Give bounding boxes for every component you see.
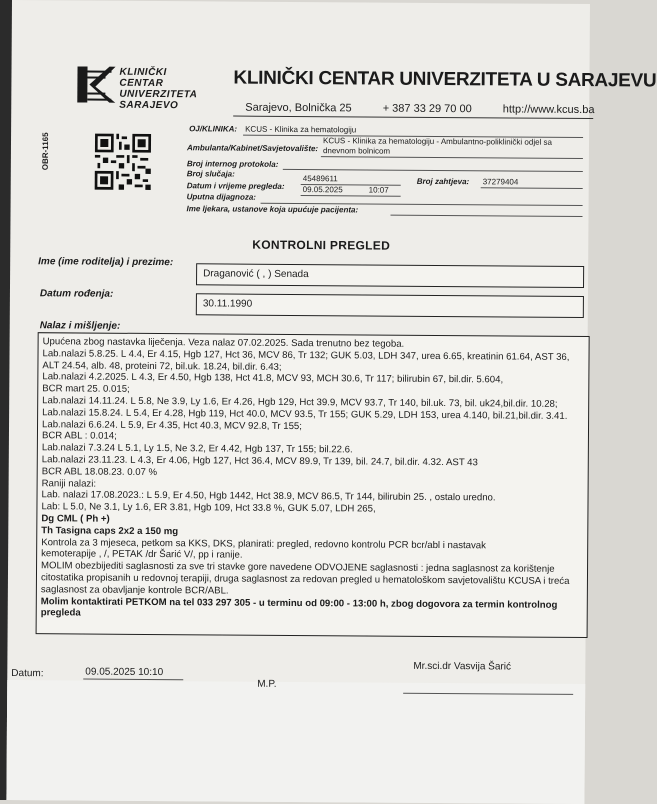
findings-line: BCR ABL : 0.014;	[41, 430, 117, 443]
address: Sarajevo, Bolnička 25	[245, 101, 352, 115]
findings-box	[36, 332, 590, 638]
logo-line: CENTAR	[119, 77, 164, 90]
paper-bottom	[6, 680, 585, 804]
findings-line: Lab. nalazi 17.08.2023.: L 5.9, Er 4.50, Hgb 1442, Hct 38.9, MCV 86.5, Tr 144, bilirubin 25. , ostalo uredno.	[41, 489, 496, 504]
dob-field	[196, 293, 584, 318]
zahtjev-value: 37279404	[482, 177, 519, 187]
findings-line: MOLIM obezbijediti saglasnosti za sve tri stavke gore navedene ODVOJENE saglasnosti : jedna saglasnost za korištenje	[41, 560, 555, 575]
diagnosis-line: Dg CML ( Ph +)	[41, 513, 110, 525]
logo-text	[119, 67, 197, 112]
doctor-name: Mr.sci.dr Vasvija Šarić	[413, 660, 512, 673]
address-row	[245, 102, 622, 117]
logo-line: KLINIČKI	[119, 66, 167, 79]
findings-line: Lab.nalazi 23.11.23. L 4.3, Er 4.06, Hgb 127, Hct 36.4, MCV 89.9, Tr 139, bil. 24.7, bil.dir. 4.32. AST 43	[41, 454, 478, 469]
dijagnoza-label: Uputna dijagnoza:	[186, 192, 256, 202]
contact-line: pregleda	[40, 607, 81, 619]
patient-name-value: Draganović ( , ) Senada	[203, 268, 309, 281]
kcus-logo-icon	[75, 64, 115, 104]
findings-line: Upućena zbog nastavka liječenja. Veza nalaz 07.02.2025. Sada trenutno bez tegoba.	[42, 336, 405, 350]
datum-pregleda-value: 09.05.2025	[302, 185, 343, 195]
datum-pregleda-label: Datum i vrijeme pregleda:	[186, 181, 285, 191]
protokol-label: Broj internog protokola:	[186, 159, 279, 169]
findings-line: Lab.nalazi 14.11.24. L 5.8, Ne 3.9, Ly 1.6, Er 4.26, Hgb 129, Hct 39.9, MCV 93.7, Tr 140, bil.uk. 73, bil. uk24,bil.dir. 10.28;	[42, 395, 558, 410]
document-code: OBR-1165	[40, 132, 51, 171]
findings-line: citostatika propisanih u redovnoj terapiji, druga saglasnost za redovan pregled u hematološkom savjetovalištu KCUSA i treća	[40, 572, 570, 587]
therapy-line: Th Tasigna caps 2x2 a 150 mg	[41, 524, 179, 537]
protokol-underline	[283, 169, 583, 172]
findings-line: kemoterapije , /, PETAK /dr Šarić V/, pp i ranije.	[41, 548, 243, 561]
ljekar-label: Ime ljekara, ustanove koja upućuje pacijenta:	[186, 204, 359, 215]
findings-line: Raniji nalazi:	[41, 477, 97, 490]
dob-value: 30.11.1990	[202, 298, 253, 310]
findings-line: Kontrola za 3 mjeseca, petkom sa KKS, DKS, planirati: pregled, redovno kontrolu PCR bcr/abl i nastavak	[41, 536, 486, 551]
ambulanta-label: Ambulanta/Kabinet/Savjetovalište:	[186, 143, 319, 154]
phone: + 387 33 29 70 00	[382, 102, 472, 116]
findings-line: BCR ABL 18.08.23. 0.07 %	[41, 465, 158, 478]
zahtjev-underline	[481, 187, 583, 189]
slucaj-value: 45489611	[302, 174, 338, 184]
website: http://www.kcus.ba	[502, 103, 595, 117]
ambulanta-value-line1: KCUS - Klinika za hematologiju - Ambulantno-poliklinički odjel sa	[322, 136, 553, 147]
patient-name-label: Ime (ime roditelja) i prezime:	[38, 256, 174, 269]
slucaj-label: Broj slučaja:	[186, 169, 235, 179]
ljekar-underline	[391, 215, 583, 217]
ambulanta-value-line2: dnevnom bolnicom	[322, 146, 391, 156]
contact-line: Molim kontaktirati PETKOM na tel 033 297 305 - u terminu od 09:00 - 13:00 h, zbog dogovora za termin kontrolnog	[40, 595, 558, 611]
dob-label: Datum rođenja:	[39, 288, 114, 300]
hospital-title: KLINIČKI CENTAR UNIVERZITETA U SARAJEVU	[233, 67, 657, 92]
header-divider	[233, 116, 593, 120]
mp-label: M.P.	[257, 678, 277, 690]
findings-line: Lab.nalazi 6.6.24. L 5.9, Er 4.35, Hct 40.3, MCV 92.8, Tr 155;	[42, 418, 302, 432]
findings-line: Lab: L 5.0, Ne 3.1, Ly 1.6, ER 3.81, Hgb 109, Hct 33.8 %, GUK 5.07, LDH 265,	[41, 501, 376, 515]
findings-line: Lab.nalazi 7.3.24 L 5.1, Ly 1.5, Ne 3.2, Er 4.42, Hgb 137, Tr 155; bil.22.6.	[41, 442, 353, 456]
vrijeme-pregleda-value: 10:07	[368, 185, 389, 195]
logo-line: SARAJEVO	[119, 99, 179, 112]
datum-underline	[301, 195, 401, 197]
findings-line: Lab.nalazi 15.8.24. L 5.4, Er 4.28, Hgb 119, Hct 40.0, MCV 93.5, Tr 155; GUK 5.29, LDH 153, urea 4.140, bil.21,bil.dir. 3.41.	[42, 407, 568, 422]
findings-label: Nalaz i mišljenje:	[39, 320, 121, 332]
oj-label: OJ/KLINIKA:	[189, 124, 238, 134]
oj-value: KCUS - Klinika za hematologiju	[245, 124, 357, 135]
findings-line: saglasnost za obavljanje kontrole BCR/ABL.	[40, 583, 229, 597]
patient-name-field	[196, 263, 584, 288]
section-title: KONTROLNI PREGLED	[252, 237, 391, 253]
ambulanta-underline	[321, 156, 583, 159]
document-sheet	[6, 0, 657, 804]
logo-line: UNIVERZITETA	[119, 88, 198, 101]
zahtjev-label: Broj zahtjeva:	[416, 176, 470, 187]
findings-line: BCR mart 25. 0.015;	[42, 383, 130, 396]
findings-line: Lab.nalazi 4.2.2025. L 4.3, Er 4.50, Hgb 138, Hct 41.8, MCV 93, MCH 30.6, Tr 117; bilirubin 67, bil.dir. 5.604,	[42, 371, 504, 386]
hospital-logo	[69, 60, 219, 112]
findings-line: ALT 24.54, alb. 48, proteini 72, bil.uk. 18.24, bil.dir. 6.43;	[42, 359, 282, 373]
qr-code-icon	[95, 134, 151, 190]
footer-date-label: Datum:	[11, 668, 44, 680]
footer-date-value: 09.05.2025 10:10	[85, 666, 164, 679]
findings-line: Lab.nalazi 5.8.25. L 4.4, Er 4.15, Hgb 127, Hct 36, MCV 86, Tr 132; GUK 5.03, LDH 347, urea 6.65, kreatinin 61.64, AST 36,	[42, 348, 570, 363]
